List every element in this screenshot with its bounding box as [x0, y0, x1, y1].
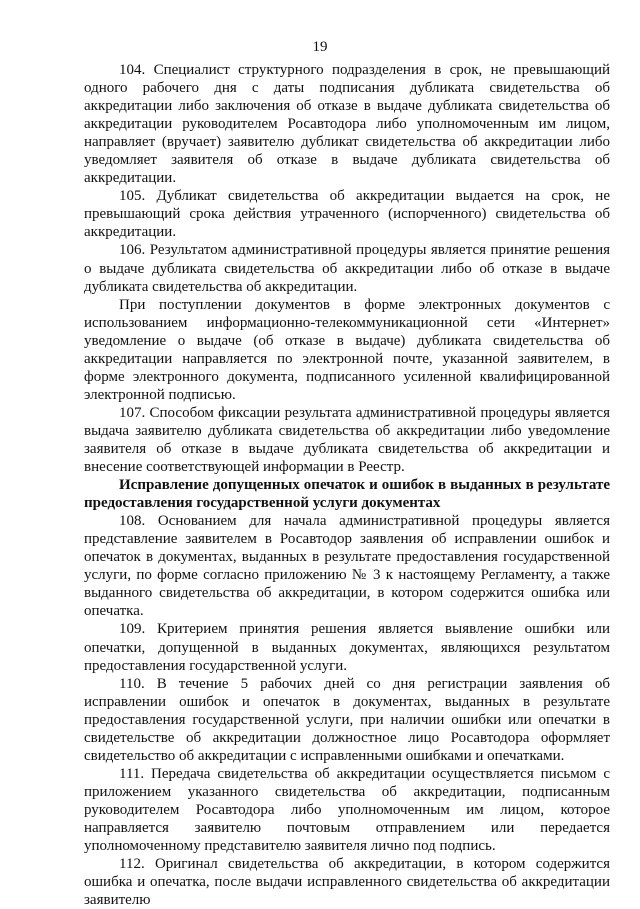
- paragraph-106: 106. Результатом административной процедуры является принятие решения о выдаче дубликата свидетельства об аккредитации либо об отказе в выдаче дубликата свидетельства об аккредитации.: [84, 242, 610, 295]
- paragraph-105: 105. Дубликат свидетельства об аккредитации выдается на срок, не превышающий срока действия утраченного (испорченного) свидетельства об аккредитации.: [84, 188, 610, 241]
- paragraph-110: 110. В течение 5 рабочих дней со дня регистрации заявления об исправлении ошибок и опечаток в документах, выданных в результате предоставления государственной услуги, при наличии ошибки или опечатки в свидетельстве об аккредитации должностное лицо Росавтодора оформляет свидетельство об аккредитации с исправленными ошибками и опечатками.: [84, 675, 610, 764]
- paragraph-107: 107. Способом фиксации результата административной процедуры является выдача заявителю дубликата свидетельства об аккредитации либо уведомление заявителя об отказе в выдаче дубликата свидетельства об аккредитации и внесение соответствующей информации в Реестр.: [84, 404, 610, 476]
- paragraph-electronic-submission: При поступлении документов в форме электронных документов с использованием информационно-телекоммуникационной сети «Интернет» уведомление о выдаче (об отказе в выдаче) дубликата свидетельства об аккредитации направляется по электронной почте, указанной заявителем, в форме электронного документа, подписанного усиленной квалифицированной электронной подписью.: [84, 296, 610, 403]
- section-heading: Исправление допущенных опечаток и ошибок в выданных в результате предоставления государственной услуги документах: [84, 477, 610, 512]
- document-body: [84, 61, 610, 909]
- paragraph-108: 108. Основанием для начала административной процедуры является представление заявителем в Росавтодор заявления об исправлении ошибок и опечаток в документах, выданных в результате предоставления государственной услуги, по форме согласно приложению № 3 к настоящему Регламенту, а также выданного свидетельства об аккредитации, в котором содержится ошибка или опечатка.: [84, 513, 610, 620]
- page-number: 19: [312, 39, 328, 55]
- paragraph-104: 104. Специалист структурного подразделения в срок, не превышающий одного рабочего дня с даты подписания дубликата свидетельства об аккредитации либо заключения об отказе в выдаче дубликата свидетельства об аккредитации руководителем Росавтодора либо уполномоченным им лицом, направляет (вручает) заявителю дубликат свидетельства об аккредитации либо уведомляет заявителя об отказе в выдаче дубликата свидетельства об аккредитации.: [84, 62, 610, 187]
- paragraph-109: 109. Критерием принятия решения является выявление ошибки или опечатки, допущенной в выданных документах, являющихся результатом предоставления государственной услуги.: [84, 621, 610, 674]
- paragraph-111: 111. Передача свидетельства об аккредитации осуществляется письмом с приложением указанного свидетельства об аккредитации, подписанным руководителем Росавтодора либо уполномоченным им лицом, которое направляется заявителю почтовым отправлением или передается уполномоченному представителю заявителя лично под подпись.: [84, 765, 610, 855]
- paragraph-112: 112. Оригинал свидетельства об аккредитации, в котором содержится ошибка и опечатка, после выдачи исправленного свидетельства об аккредитации заявителю: [84, 856, 610, 909]
